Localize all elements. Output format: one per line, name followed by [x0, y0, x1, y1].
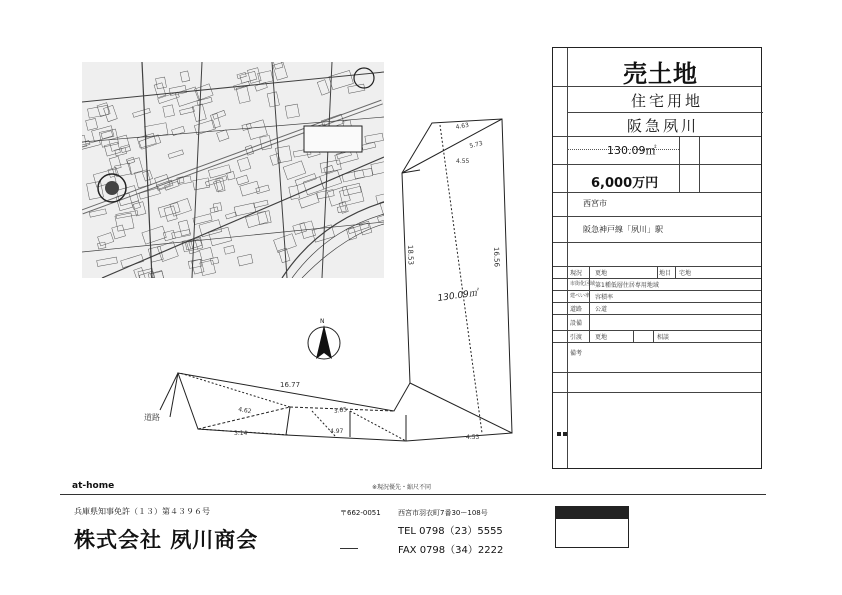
row-handover-value: 更地 [595, 334, 608, 341]
access-value: 阪急神戸線「夙川」駅 [583, 225, 663, 234]
property-spec-sheet [552, 47, 762, 469]
company-address: 西宮市羽衣町7番30ー108号 [398, 509, 488, 517]
row-coverage-value: 容積率 [595, 294, 614, 301]
license-number: 兵庫県知事免許（１３）第４３９６号 [74, 507, 210, 516]
listing-type-title: 売土地 [623, 60, 698, 88]
dim-label: 3.14 [234, 430, 248, 437]
row-status-label: 現況 [570, 270, 583, 277]
address-value: 西宮市 [583, 199, 607, 208]
lot-boundary [178, 119, 512, 441]
dim-label: 4.62 [237, 406, 253, 416]
dim-label: 4.55 [456, 158, 470, 165]
lot-survey-plan [140, 115, 530, 470]
row-coverage-label: 建ぺい率 [570, 293, 591, 299]
row-handover-timing: 相談 [657, 334, 670, 341]
land-area-value: 130.09㎡ [607, 144, 657, 157]
dim-label: 4.53 [466, 434, 480, 441]
area-label: 130.09㎡ [437, 288, 479, 304]
drawing-caption: ※現況優先・縮尺不同 [372, 484, 432, 491]
dim-label: 4.97 [330, 428, 344, 435]
row-road-label: 道路 [570, 306, 583, 313]
land-use-value: 住宅用地 [631, 92, 704, 110]
marker-square [563, 432, 567, 436]
phone-number: TEL 0798（23）5555 [398, 526, 503, 537]
row-landcat-value: 宅地 [679, 270, 692, 277]
row-zone-label: 市街化区域 [570, 281, 596, 287]
dim-label: 5.73 [468, 139, 484, 150]
row-handover-label: 引渡 [570, 334, 583, 341]
transaction-badge [555, 506, 629, 548]
company-name: 株式会社 夙川商会 [74, 528, 259, 552]
dim-label: 16.56 [492, 246, 501, 268]
nearest-station-value: 阪急夙川 [627, 117, 700, 135]
road-label: 道路 [144, 413, 160, 422]
company-stamp [340, 534, 358, 549]
dim-label: 16.77 [280, 381, 301, 389]
north-label: N [320, 318, 325, 325]
row-landcat-label: 地目 [659, 270, 672, 277]
row-zone-value: 第1種低層住居専用地域 [595, 282, 659, 289]
postal-code: 〒662-0051 [340, 509, 381, 517]
row-status-value: 更地 [595, 270, 608, 277]
dim-label: 4.63 [455, 121, 470, 131]
fax-number: FAX 0798（34）2222 [398, 545, 504, 556]
price-value: 6,000万円 [591, 176, 659, 191]
row-utilities-label: 設備 [570, 320, 583, 327]
athome-logo: at-home [72, 481, 115, 491]
marker-square [557, 432, 561, 436]
north-arrow-icon [308, 325, 340, 359]
row-road-value: 公道 [595, 306, 608, 313]
row-notes-label: 備考 [570, 350, 583, 357]
dim-label: 18.53 [406, 244, 415, 266]
dim-label: 3.65 [333, 406, 348, 415]
